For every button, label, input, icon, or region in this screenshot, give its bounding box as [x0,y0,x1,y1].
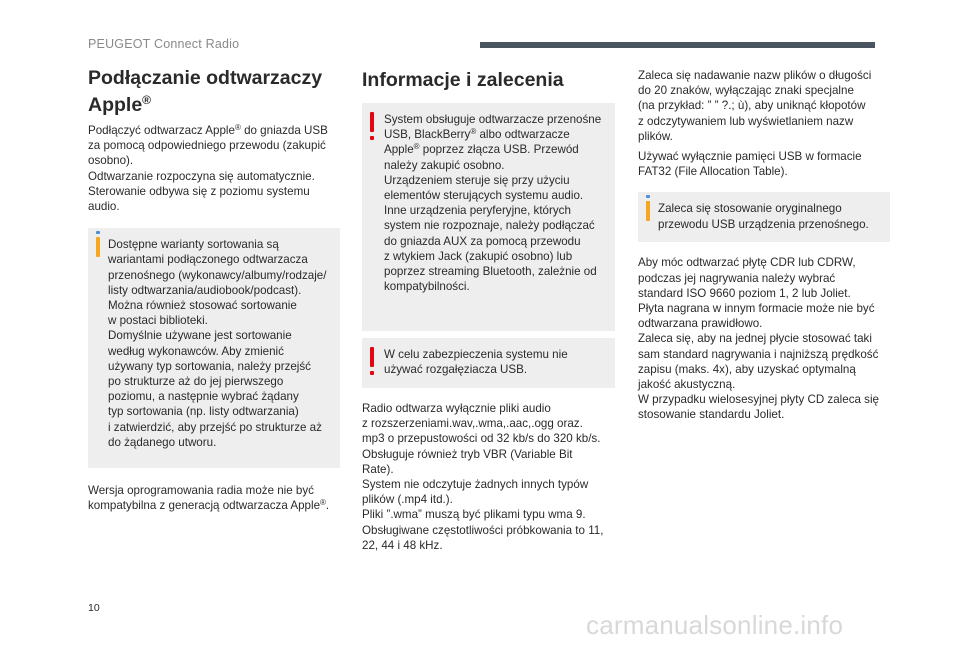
column-right [638,68,890,423]
registered-mark: ® [142,93,152,107]
warning-box-devices [362,103,615,331]
apple-compat-paragraph [88,483,340,513]
header-bar [480,42,875,48]
outro-text-a: Wersja oprogramowania radia może nie być kompatybilna z generacją odtwarzacza Apple [88,484,321,513]
registered-mark: ® [320,498,326,508]
outro-text-b: . [325,499,330,513]
info-box-usb-cable-text: Zaleca się stosowanie oryginalnego przewodu USB urządzenia przenośnego. [658,202,869,231]
intro-text-a: Podłączyć odtwarzacz Apple [88,124,235,137]
column-left [88,68,340,514]
warning-exclamation-icon [370,112,374,132]
registered-mark: ® [413,142,420,152]
info-marker-icon [96,237,100,257]
registered-mark: ® [470,127,477,137]
info-box-text: Dostępne warianty sortowania są wariantami podłączonego odtwarzacza przenośnego (wykonawcy/albumy/rodzaje/ listy odtwarzania/audiobook/podcast). Można również stosować sortowanie w postaci biblioteki. Domyślnie używane jest sortowanie według wykonawców. Aby zmienić używany typ sortowania, należy przejść po strukturze aż do jej pierwszego poziomu, a następnie wybrać żądany typ sortowania (np. listy odtwarzania) i zatwierdzić, aby przejść po strukturze aż do żądanego utworu. [108,238,327,449]
warn-text-b: albo odtwarzacze Apple [384,128,570,157]
info-marker-icon [646,201,650,221]
running-header: PEUGEOT Connect Radio [88,37,240,51]
intro-text-b: do gniazda USB za pomocą odpowiedniego przewodu (zakupić osobno). Odtwarzanie rozpoczyna się automatycznie. Sterowanie odbywa się z poziomu systemu audio. [88,124,328,214]
section-heading-apple-line2 [88,90,340,116]
heading-apple-word: Apple [88,94,143,116]
audio-formats-paragraph: Radio odtwarza wyłącznie pliki audio z rozszerzeniami.wav,.wma,.aac,.ogg oraz. mp3 o przepustowości od 32 kb/s do 320 kb/s. Obsługuje również tryb VBR (Variable Bit Rate). System nie odczytuje żadnych innych typów plików (.mp4 itd.). Pliki ”.wma” muszą być plikami typu wma 9. Obsługiwane częstotliwości próbkowania to 11, 22, 44 i 48 kHz. [362,402,604,552]
warning-box-usb-hub [362,338,615,388]
warn-text-a: System obsługuje odtwarzacze przenośne USB, BlackBerry [384,113,602,142]
section-heading-info: Informacje i zalecenia [362,69,564,91]
info-box-usb-cable [638,192,890,242]
fat32-paragraph: Używać wyłącznie pamięci USB w formacie FAT32 (File Allocation Table). [638,150,862,179]
watermark-logo: carmanualsonline.info [586,610,844,640]
info-box-sorting [88,228,340,468]
apple-intro-paragraph [88,123,340,214]
warn-text-c: poprzez złącza USB. Przewód należy zakupić osobno. Urządzeniem steruje się przy użyciu elementów sterujących systemu audio. Inne urządzenia peryferyjne, których system nie rozpoznaje, należy podłączać do gniazda AUX za pomocą przewodu z wtykiem Jack (zakupić osobno) lub poprzez streaming Bluetooth, zależnie od kompatybilności. [384,143,597,294]
section-heading-apple-line1: Podłączanie odtwarzaczy [88,67,323,89]
warning-exclamation-icon [370,347,374,367]
page-number: 10 [88,602,100,614]
registered-mark: ® [234,123,241,132]
warning-box-devices-text [384,112,609,294]
column-middle [362,68,615,553]
cd-recording-paragraph: Aby móc odtwarzać płytę CDR lub CDRW, podczas jej nagrywania należy wybrać standard ISO 9660 poziom 1, 2 lub Joliet. Płyta nagrana w innym formacie może nie być odtwarzana prawidłowo. Zaleca się, aby na jednej płycie stosować taki sam standard nagrywania i najniższą prędkość zapisu (maks. 4x), aby uzyskać optymalną jakość akustyczną. W przypadku wielosesyjnej płyty CD zaleca się stosowanie standardu Joliet. [638,256,879,422]
file-naming-paragraph: Zaleca się nadawanie nazw plików o długości do 20 znaków, wyłączając znaki specjalne (na przykład: ” ” ?.; ù), aby uniknąć kłopotów z odczytywaniem lub wyświetlaniem nazw plików. [638,69,872,143]
warning-box-usb-hub-text: W celu zabezpieczenia systemu nie używać rozgałęziacza USB. [384,348,568,377]
